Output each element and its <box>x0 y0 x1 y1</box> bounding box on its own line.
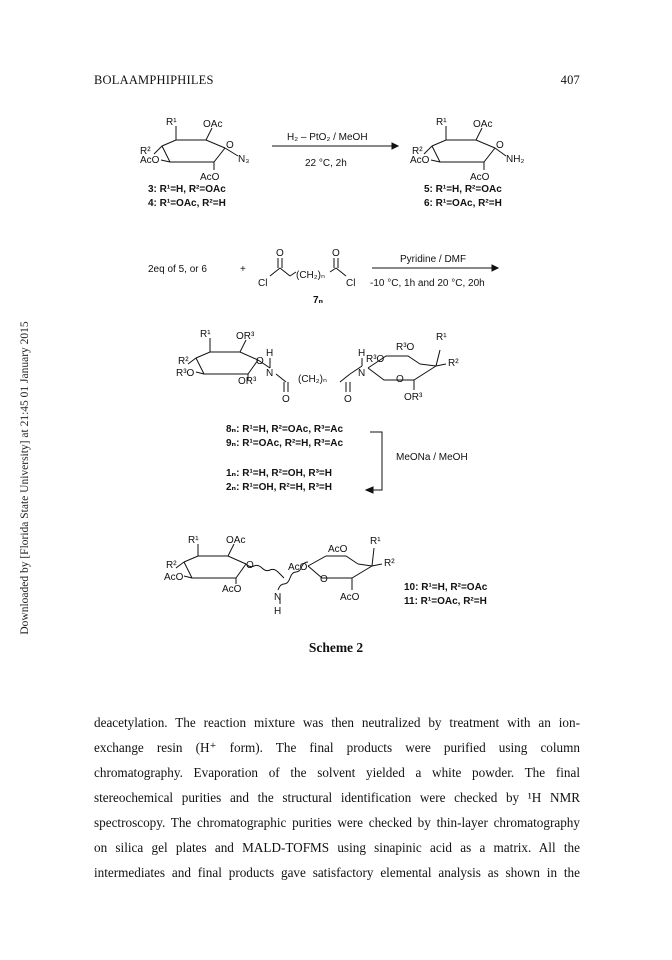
methylene-chain: (CH₂)ₙ <box>296 270 325 281</box>
ring-oxygen: O <box>256 356 264 367</box>
coupling-conditions: -10 °C, 1h and 20 °C, 20h <box>370 278 485 289</box>
r2-label: R² <box>166 560 177 571</box>
amine-sugar-structure <box>410 117 524 183</box>
carbonyl-oxygen: O <box>344 394 352 405</box>
ring-oxygen: O <box>226 140 234 151</box>
ring-oxygen: O <box>496 140 504 151</box>
secondary-amine-structure <box>164 535 395 617</box>
or3-label: OR³ <box>236 331 255 342</box>
aco-label: AcO <box>200 172 220 183</box>
compound-3: 3: R¹=H, R²=OAc <box>148 184 226 195</box>
amine-hydrogen: H <box>274 606 282 617</box>
amide-nitrogen: N <box>266 368 274 379</box>
azide-label: N₃ <box>238 154 250 165</box>
hydrogenation-reagent: H₂ – PtO₂ / MeOH <box>287 132 368 143</box>
r3o-label: R³O <box>366 354 385 365</box>
coupling-reagent: Pyridine / DMF <box>400 254 467 265</box>
ring-oxygen: O <box>396 374 404 385</box>
body-line: spectroscopy. The chromatographic purities were checked by thin-layer chromatography <box>94 815 580 830</box>
plus-sign: + <box>240 264 246 275</box>
r1-label: R¹ <box>166 117 177 128</box>
compound-9n: 9ₙ: R¹=OAc, R²=H, R³=Ac <box>226 438 344 449</box>
azide-sugar-structure <box>140 117 249 183</box>
scheme-caption: Scheme 2 <box>308 640 364 655</box>
or3-label: OR³ <box>404 392 423 403</box>
hydrogenation-conditions: 22 °C, 2h <box>305 158 347 169</box>
amide-hydrogen: H <box>358 348 366 359</box>
body-line: deacetylation. The reaction mixture was then neutralized by treatment with an ion- <box>94 715 580 730</box>
r2-label: R² <box>448 358 459 369</box>
amide-nitrogen: N <box>358 368 366 379</box>
carbonyl-oxygen: O <box>276 248 284 259</box>
body-line: intermediates and final products gave satisfactory elemental analysis as shown in the <box>94 865 580 880</box>
body-line: stereochemical purities and the structural identification were checked by ¹H NMR <box>94 790 580 805</box>
carbonyl-oxygen: O <box>332 248 340 259</box>
body-line: chromatography. Evaporation of the solvent yielded a white powder. The final <box>94 765 580 780</box>
body-line: exchange resin (H⁺ form). The final products were purified using column <box>94 740 580 755</box>
aco-label: AcO <box>328 544 348 555</box>
aco-label: AcO <box>222 584 242 595</box>
compound-11: 11: R¹=OAc, R²=H <box>404 596 487 607</box>
chloride-label: Cl <box>346 278 356 289</box>
aco-label: AcO <box>164 572 184 583</box>
or3-label: OR³ <box>238 376 257 387</box>
oac-label: OAc <box>226 535 246 546</box>
r1-label: R¹ <box>436 117 447 128</box>
download-watermark: Downloaded by [Florida State University] at 21:45 01 January 2015 <box>19 321 31 635</box>
running-head: BOLAAMPHIPHILES <box>94 73 214 87</box>
r2-label: R² <box>384 558 395 569</box>
page-number: 407 <box>560 73 580 87</box>
compound-2n: 2ₙ: R¹=OH, R²=H, R³=H <box>226 482 332 493</box>
aco-label: AcO <box>340 592 360 603</box>
ring-oxygen: O <box>320 574 328 585</box>
carbonyl-oxygen: O <box>282 394 290 405</box>
r3o-label: R³O <box>176 368 195 379</box>
diacyl-chloride-structure <box>258 248 355 289</box>
r3o-label: R³O <box>396 342 415 353</box>
r1-label: R¹ <box>436 332 447 343</box>
r2-label: R² <box>178 356 189 367</box>
chloride-label: Cl <box>258 278 268 289</box>
amine-nitrogen: N <box>274 592 282 603</box>
deprotection-arrow <box>370 432 382 490</box>
reactant-amines: 2eq of 5, or 6 <box>148 264 207 275</box>
r1-label: R¹ <box>200 329 211 340</box>
deprotection-reagent: MeONa / MeOH <box>396 452 468 463</box>
compound-7n: 7ₙ <box>313 295 324 306</box>
compound-6: 6: R¹=OAc, R²=H <box>424 198 502 209</box>
bolaamphiphile-structure <box>176 329 459 405</box>
oac-label: OAc <box>473 119 493 130</box>
methylene-chain: (CH₂)ₙ <box>298 374 327 385</box>
amine-label: NH₂ <box>506 154 525 165</box>
body-line: on silica gel plates and MALD-TOFMS using sinapinic acid as a matrix. All the <box>94 840 580 855</box>
compound-4: 4: R¹=OAc, R²=H <box>148 198 226 209</box>
r2-label: R² <box>140 146 151 157</box>
ring-oxygen: O <box>246 560 254 571</box>
aco-label: AcO <box>140 155 160 166</box>
compound-8n: 8ₙ: R¹=H, R²=OAc, R³=Ac <box>226 424 344 435</box>
r1-label: R¹ <box>370 536 381 547</box>
compound-10: 10: R¹=H, R²=OAc <box>404 582 488 593</box>
aco-label: AcO <box>410 155 430 166</box>
amide-hydrogen: H <box>266 348 274 359</box>
aco-label: AcO <box>288 562 308 573</box>
r2-label: R² <box>412 146 423 157</box>
r1-label: R¹ <box>188 535 199 546</box>
compound-1n: 1ₙ: R¹=H, R²=OH, R³=H <box>226 468 332 479</box>
aco-label: AcO <box>470 172 490 183</box>
oac-label: OAc <box>203 119 223 130</box>
compound-5: 5: R¹=H, R²=OAc <box>424 184 502 195</box>
